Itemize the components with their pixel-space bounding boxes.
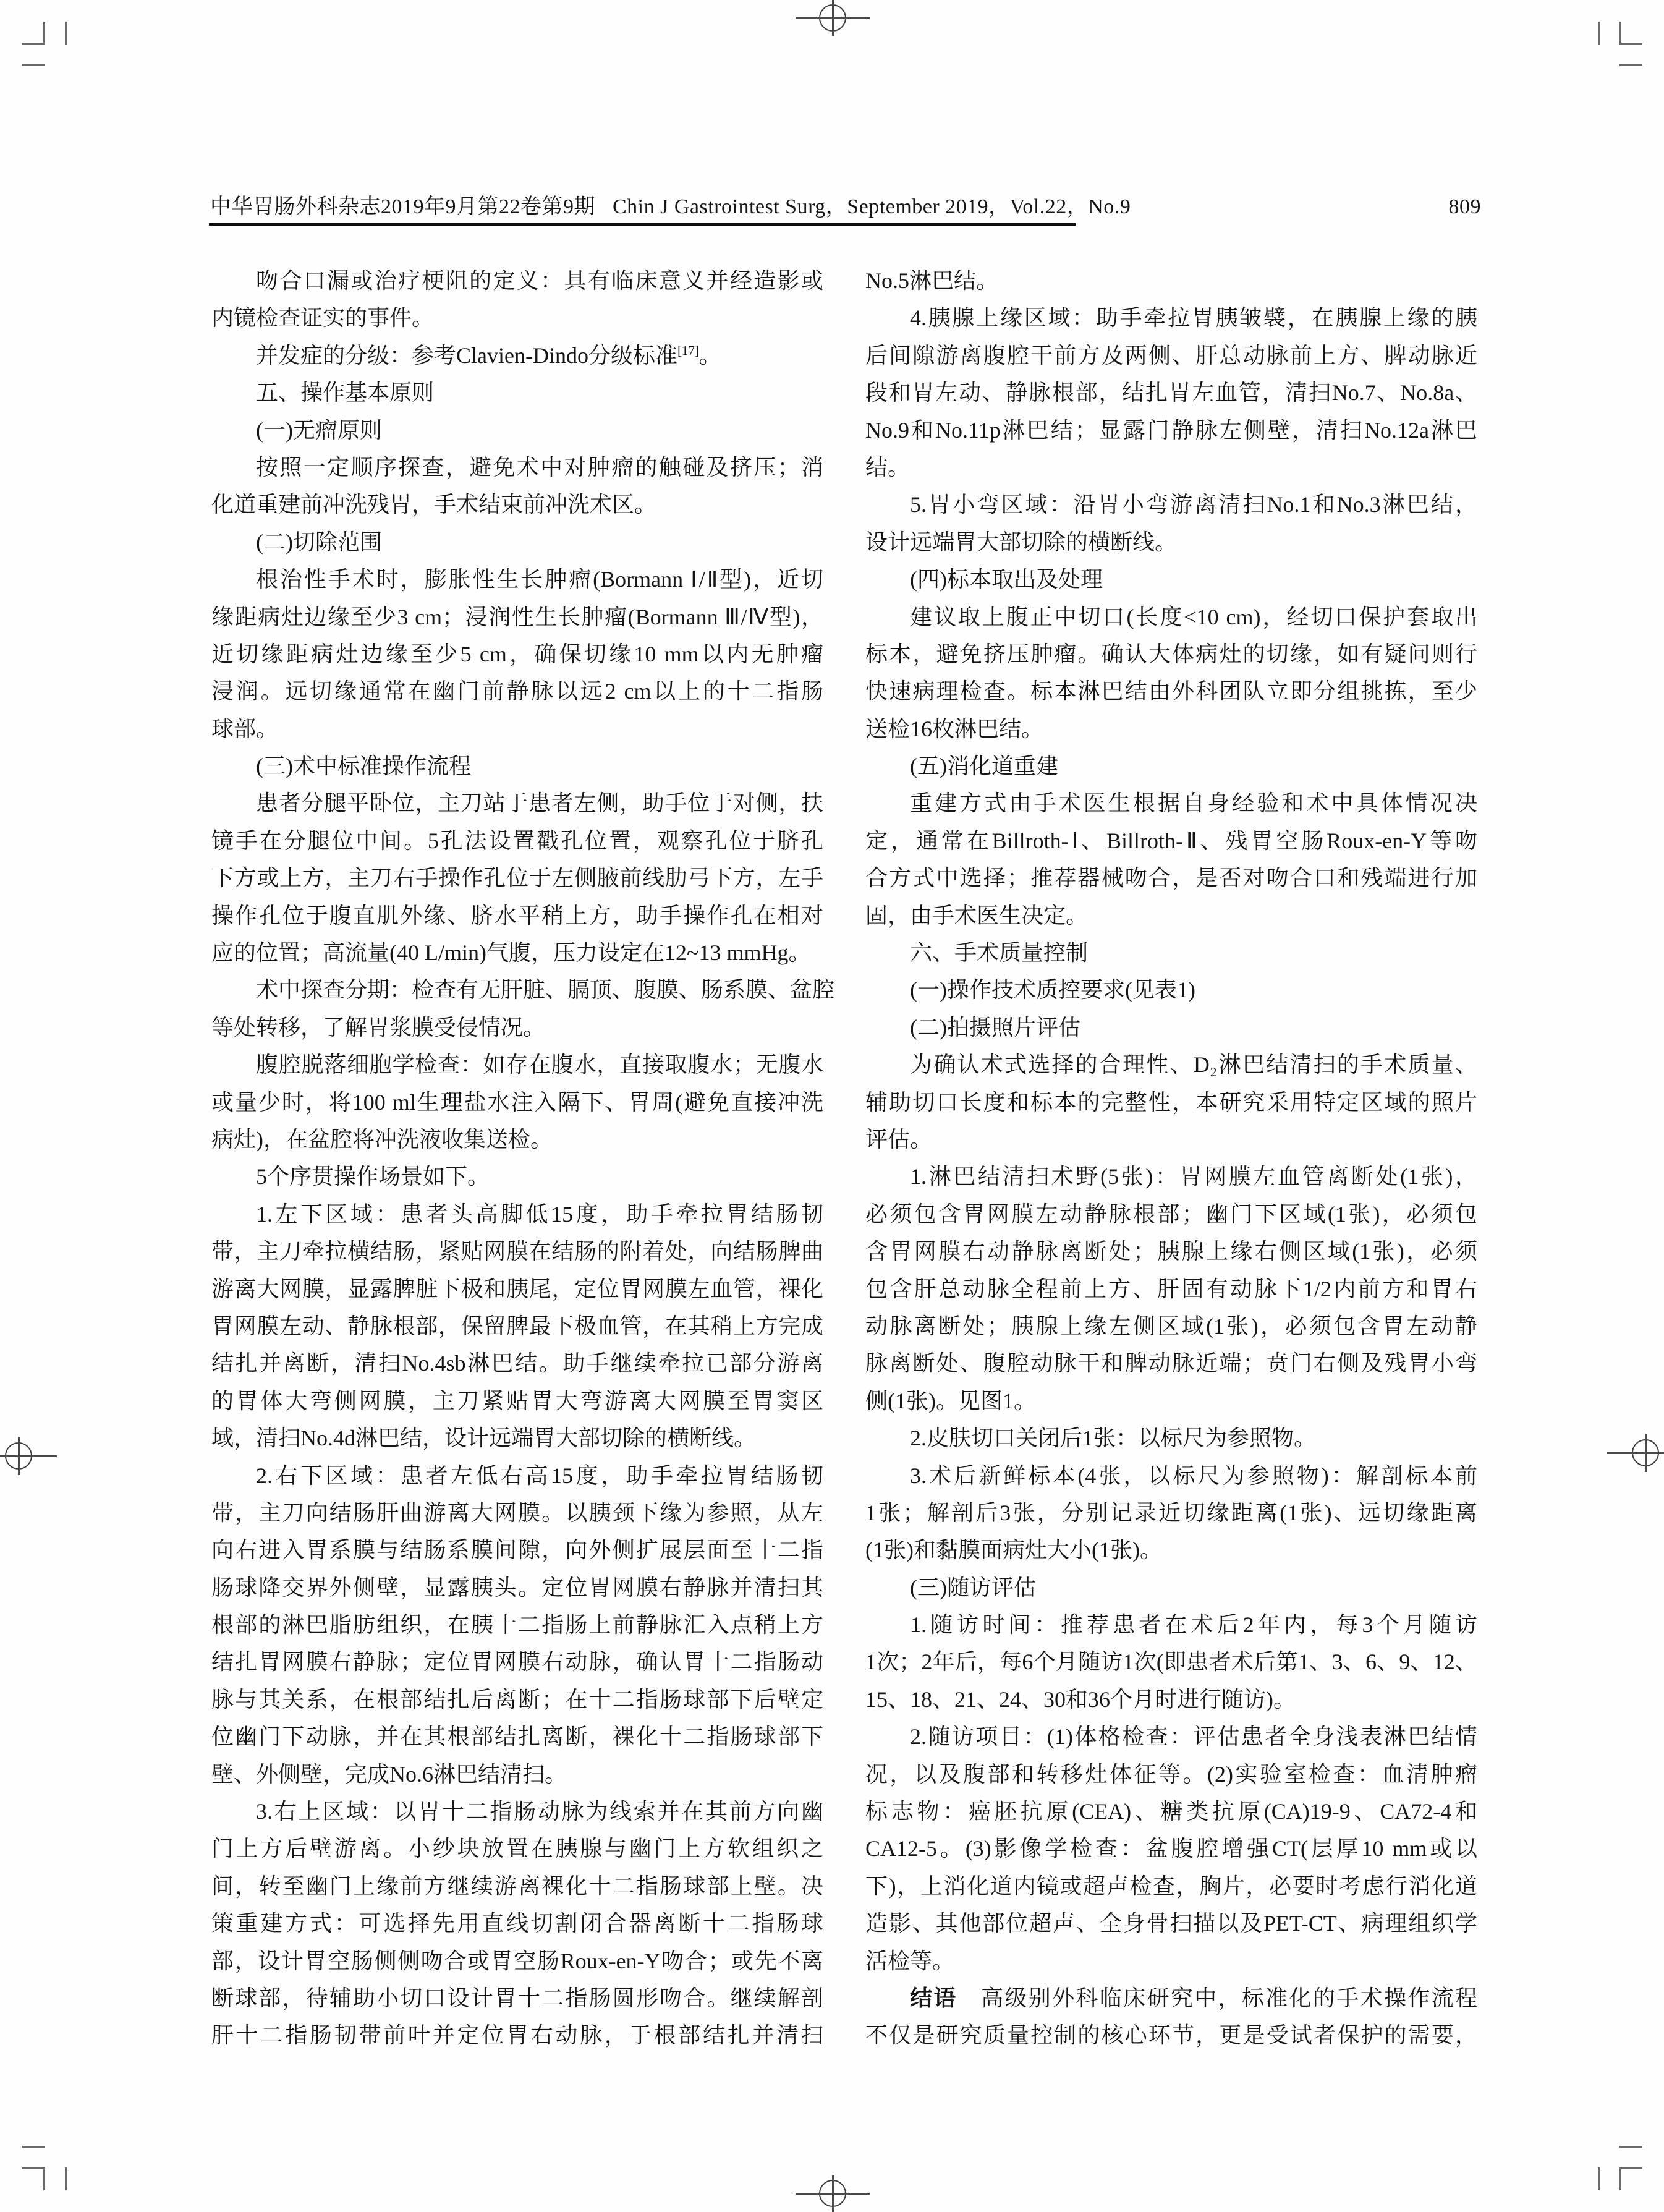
running-head: [210, 189, 1481, 219]
text-line: 带，主刀牵拉横结肠，紧贴网膜在结肠的附着处，向结肠脾曲: [211, 1239, 823, 1264]
text-line: 脉与其关系，在根部结扎后离断；在十二指肠球部下后壁定: [211, 1687, 823, 1712]
text-line: 断球部，待辅助小切口设计胃十二指肠圆形吻合。继续解剖: [211, 1985, 823, 2010]
journal-title-cn: 中华胃肠外科杂志2019年9月第22卷第9期: [210, 195, 595, 218]
text-line: 腹腔脱落细胞学检查：如存在腹水，直接取腹水；无腹水: [256, 1052, 823, 1078]
text-line: 下)，上消化道内镜或超声检查，胸片，必要时考虑行消化道: [865, 1873, 1477, 1899]
text-line: 活检等。: [865, 1948, 955, 1973]
text-line: 向右进入胃系膜与结肠系膜间隙，向外侧扩展层面至十二指: [211, 1538, 823, 1563]
text-line: 按照一定顺序探查，避免术中对肿瘤的触碰及挤压；消: [256, 454, 823, 480]
text-line: 为确认术式选择的合理性、D₂淋巴结清扫的手术质量、: [910, 1052, 1477, 1078]
header-rule: [209, 223, 1076, 226]
text-line: 段和胃左动、静脉根部，结扎胃左血管，清扫No.7、No.8a、: [865, 380, 1477, 406]
text-line: 结扎并离断，清扫No.4sb淋巴结。助手继续牵拉已部分游离: [211, 1351, 823, 1376]
text-line: (一)操作技术质控要求(见表1): [910, 977, 1195, 1003]
text-line: 的胃体大弯侧网膜，主刀紧贴胃大弯游离大网膜至胃窦区: [211, 1388, 823, 1413]
text-line: 策重建方式：可选择先用直线切割闭合器离断十二指肠球: [211, 1911, 823, 1936]
text-line: 肝十二指肠韧带前叶并定位胃右动脉，于根部结扎并清扫: [211, 2023, 823, 2048]
text-line: 建议取上腹正中切口(长度<10 cm)，经切口保护套取出: [910, 604, 1477, 629]
text-line: 间，转至幽门上缘前方继续游离裸化十二指肠球部上壁。决: [211, 1873, 823, 1899]
text-line: (三)术中标准操作流程: [256, 754, 471, 779]
text-line: 包含肝总动脉全程前上方、肝固有动脉下1/2内前方和胃右: [865, 1276, 1477, 1301]
text-line: (三)随访评估: [910, 1575, 1036, 1600]
text-line: 1.左下区域：患者头高脚低15度，助手牵拉胃结肠韧: [256, 1201, 823, 1227]
text-line: 五、操作基本原则: [256, 380, 435, 406]
text-line: 1次；2年后，每6个月随访1次(即患者术后第1、3、6、9、12、: [865, 1649, 1477, 1675]
text-line: 胃网膜左动、静脉根部，保留脾最下极血管，在其稍上方完成: [211, 1313, 823, 1338]
text-line: 重建方式由手术医生根据自身经验和术中具体情况决: [910, 791, 1477, 816]
text-line: 不仅是研究质量控制的核心环节，更是受试者保护的需要，: [865, 2023, 1477, 2048]
text-line: 动脉离断处；胰腺上缘左侧区域(1张)，必须包含胃左动静: [865, 1313, 1477, 1338]
text-line: 操作孔位于腹直肌外缘、脐水平稍上方，助手操作孔在相对: [211, 903, 823, 928]
text-line: 等处转移，了解胃浆膜受侵情况。: [211, 1015, 546, 1040]
text-line: 根部的淋巴脂肪组织，在胰十二指肠上前静脉汇入点稍上方: [211, 1612, 823, 1638]
text-line: 况，以及腹部和转移灶体征等。(2)实验室检查：血清肿瘤: [865, 1761, 1477, 1787]
text-line: 六、手术质量控制: [910, 940, 1089, 966]
text-line: 4.胰腺上缘区域：助手牵拉胃胰皱襞，在胰腺上缘的胰: [910, 305, 1477, 331]
text-line: 3.右上区域：以胃十二指肠动脉为线索并在其前方向幽: [256, 1799, 823, 1824]
text-line: (二)切除范围: [256, 529, 382, 555]
text-line: 送检16枚淋巴结。: [865, 716, 1044, 741]
text-line: 5.胃小弯区域：沿胃小弯游离清扫No.1和No.3淋巴结，: [910, 492, 1477, 517]
text-line: 评估。: [865, 1126, 933, 1152]
text-line: (1张)和黏膜面病灶大小(1张)。: [865, 1538, 1162, 1563]
text-line: 2.皮肤切口关闭后1张：以标尺为参照物。: [910, 1426, 1317, 1451]
text-line: 15、18、21、24、30和36个月时进行随访)。: [865, 1687, 1296, 1712]
text-line: 1.随访时间：推荐患者在术后2年内，每3个月随访: [910, 1612, 1477, 1638]
text-line: 域，清扫No.4d淋巴结，设计远端胃大部切除的横断线。: [211, 1426, 756, 1451]
text-line: 结语 高级别外科临床研究中，标准化的手术操作流程: [910, 1985, 1477, 2010]
text-line: 吻合口漏或治疗梗阻的定义：具有临床意义并经造影或: [256, 268, 823, 293]
text-line: (五)消化道重建: [910, 754, 1058, 779]
text-line: 应的位置；高流量(40 L/min)气腹，压力设定在12~13 mmHg。: [211, 940, 811, 966]
text-line: 部，设计胃空肠侧侧吻合或胃空肠Roux-en-Y吻合；或先不离: [211, 1948, 823, 1973]
text-line: 2.随访项目：(1)体格检查：评估患者全身浅表淋巴结情: [910, 1724, 1477, 1750]
text-line: 壁、外侧壁，完成No.6淋巴结清扫。: [211, 1761, 567, 1787]
left-column: [211, 262, 835, 2054]
text-line: 门上方后壁游离。小纱块放置在胰腺与幽门上方软组织之: [211, 1836, 823, 1861]
text-line: 脉离断处、腹腔动脉干和脾动脉近端；贲门右侧及残胃小弯: [865, 1351, 1477, 1376]
text-line: 后间隙游离腹腔干前方及两侧、肝总动脉前上方、脾动脉近: [865, 342, 1477, 368]
text-line: 病灶)，在盆腔将冲洗液收集送检。: [211, 1126, 553, 1152]
page-number: 809: [1448, 195, 1481, 218]
text-line: 化道重建前冲洗残胃，手术结束前冲洗术区。: [211, 492, 657, 517]
text-line: 1.淋巴结清扫术野(5张)：胃网膜左血管离断处(1张)，: [910, 1164, 1477, 1189]
text-line: (二)拍摄照片评估: [910, 1015, 1080, 1040]
journal-title-group: [210, 189, 1131, 219]
text-line: 下方或上方，主刀右手操作孔位于左侧腋前线肋弓下方，左手: [211, 866, 823, 891]
right-column: [865, 262, 1477, 2054]
text-line: 2.右下区域：患者左低右高15度，助手牵拉胃结肠韧: [256, 1463, 823, 1488]
text-line: 游离大网膜，显露脾脏下极和胰尾，定位胃网膜左血管，裸化: [211, 1276, 823, 1301]
text-line: 3.术后新鲜标本(4张，以标尺为参照物)：解剖标本前: [910, 1463, 1477, 1488]
text-line: 快速病理检查。标本淋巴结由外科团队立即分组挑拣，至少: [865, 679, 1477, 704]
text-line: 辅助切口长度和标本的完整性，本研究采用特定区域的照片: [865, 1089, 1477, 1115]
text-line: 结。: [865, 454, 911, 480]
text-line: 定，通常在Billroth-Ⅰ、Billroth-Ⅱ、残胃空肠Roux-en-Y等吻: [865, 828, 1477, 853]
text-line: 造影、其他部位超声、全身骨扫描以及PET-CT、病理组织学: [865, 1911, 1477, 1936]
text-line: 含胃网膜右动静脉离断处；胰腺上缘右侧区域(1张)，必须: [865, 1239, 1477, 1264]
text-line: 并发症的分级：参考Clavien-Dindo分级标准[17]。: [256, 342, 721, 368]
text-line: 位幽门下动脉，并在其根部结扎离断，裸化十二指肠球部下: [211, 1724, 823, 1750]
text-line: 术中探查分期：检查有无肝脏、膈顶、腹膜、肠系膜、盆腔: [256, 977, 835, 1003]
text-line: 侧(1张)。见图1。: [865, 1388, 1036, 1413]
text-line: 合方式中选择；推荐器械吻合，是否对吻合口和残端进行加: [865, 866, 1477, 891]
text-line: 近切缘距病灶边缘至少5 cm，确保切缘10 mm以内无肿瘤: [211, 641, 823, 666]
text-line: 1张；解剖后3张，分别记录近切缘距离(1张)、远切缘距离: [865, 1500, 1477, 1525]
text-line: 浸润。远切缘通常在幽门前静脉以远2 cm以上的十二指肠: [211, 679, 823, 704]
text-line: 患者分腿平卧位，主刀站于患者左侧，助手位于对侧，扶: [256, 791, 823, 816]
text-line: 固，由手术医生决定。: [865, 903, 1089, 928]
text-line: 肠球降交界外侧壁，显露胰头。定位胃网膜右静脉并清扫其: [211, 1575, 823, 1600]
text-line: 设计远端胃大部切除的横断线。: [865, 529, 1178, 555]
text-line: CA12-5。(3)影像学检查：盆腹腔增强CT(层厚10 mm或以: [865, 1836, 1477, 1861]
text-line: 标志物：癌胚抗原(CEA)、糖类抗原(CA)19-9、CA72-4和: [865, 1799, 1477, 1824]
text-line: 5个序贯操作场景如下。: [256, 1164, 490, 1189]
text-line: 结扎胃网膜右静脉；定位胃网膜右动脉，确认胃十二指肠动: [211, 1649, 823, 1675]
text-line: 缘距病灶边缘至少3 cm；浸润性生长肿瘤(Bormann Ⅲ/Ⅳ型)，: [211, 604, 823, 629]
text-line: (一)无瘤原则: [256, 417, 382, 443]
text-line: 球部。: [211, 716, 279, 741]
text-line: 带，主刀向结肠肝曲游离大网膜。以胰颈下缘为参照，从左: [211, 1500, 823, 1525]
text-line: 或量少时，将100 ml生理盐水注入隔下、胃周(避免直接冲洗: [211, 1089, 823, 1115]
text-line: 镜手在分腿位中间。5孔法设置戳孔位置，观察孔位于脐孔: [211, 828, 823, 853]
text-line: 标本，避免挤压肿瘤。确认大体病灶的切缘，如有疑问则行: [865, 641, 1477, 666]
text-line: 根治性手术时，膨胀性生长肿瘤(Bormann Ⅰ/Ⅱ型)，近切: [256, 567, 823, 592]
journal-title-en: Chin J Gastrointest Surg，September 2019，Vol.22，No.9: [613, 195, 1131, 218]
text-line: No.5淋巴结。: [865, 268, 998, 293]
text-line: No.9和No.11p淋巴结；显露门静脉左侧壁，清扫No.12a淋巴: [865, 417, 1477, 443]
text-line: (四)标本取出及处理: [910, 567, 1103, 592]
text-line: 内镜检查证实的事件。: [211, 305, 435, 331]
text-line: 必须包含胃网膜左动静脉根部；幽门下区域(1张)，必须包: [865, 1201, 1477, 1227]
